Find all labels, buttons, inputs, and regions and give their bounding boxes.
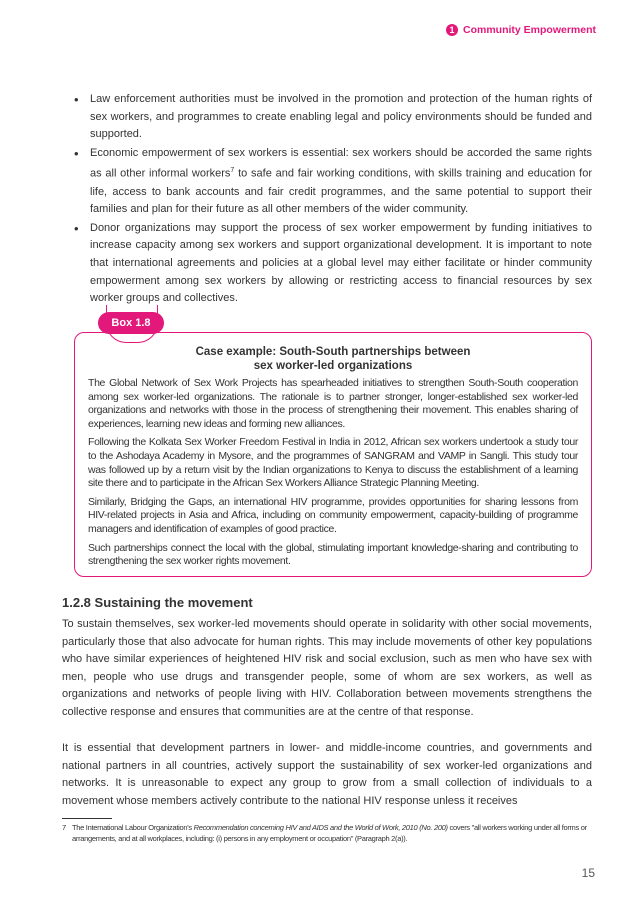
footnote — [62, 822, 592, 844]
bullet-text: Economic empowerment of sex workers is essential: sex workers should be accorded the same rights as all other informal workers — [90, 146, 592, 181]
page-number: 15 — [581, 866, 595, 880]
bullet-text-continued: to safe and fair working conditions, with skills training and education for life, access to bank accounts and fair credit programmes, and the same potential to support their families and plan for their future as all other members of the wider community. — [90, 168, 592, 216]
bullet-text: Donor organizations may support the process of sex worker empowerment by funding initiatives to increase capacity among sex workers and support organizational development. It is important to note that international agreements and policies at a global level may either facilitate or hinder community empowerment among sex workers by allowing or restricting access to financial resources by sex worker groups and collectives. — [90, 221, 592, 305]
running-header — [446, 24, 596, 36]
footnote-text: The International Labour Organization's — [72, 823, 194, 832]
box-paragraph: Similarly, Bridging the Gaps, an international HIV programme, provides opportunities for sharing lessons from HIV-related projects in Asia and Africa, including on community empowerment, capacity-building of programme managers and identification of examples of good practice. — [88, 495, 578, 535]
box-title — [88, 345, 578, 373]
bullet-list — [74, 91, 592, 309]
bullet-item — [74, 91, 592, 144]
footnote-text-line2: arrangements, and at all workplaces, including: (i) persons in any employment or occupation" (Paragraph 2(a)). — [72, 834, 408, 843]
footnote-ref[interactable]: 7 — [230, 167, 235, 175]
box-body — [88, 377, 578, 574]
footnote-number: 7 — [62, 823, 66, 832]
bullet-item — [74, 220, 592, 308]
section-heading: 1.2.8 Sustaining the movement — [62, 595, 253, 610]
bullet-text: Law enforcement authorities must be involved in the promotion and protection of the human rights of sex workers, and programmes to create enabling legal and policy environments should be funded and supported. — [90, 93, 592, 141]
body-paragraph: To sustain themselves, sex worker-led movements should operate in solidarity with other social movements, particularly those that also advocate for human rights. This may include movements of other key populations who have similar experiences of heightened HIV risk and social exclusion, such as men who have sex with men, people who use drugs and transgender people, some of whom are sex workers, as well as organizations and networks of people living with HIV. Collaboration between movements strengthens the collective response and ensures that communities are at the centre of that response. — [62, 618, 592, 718]
box-paragraph: Following the Kolkata Sex Worker Freedom Festival in India in 2012, African sex workers undertook a study tour to the Ashodaya Academy in Mysore, and the programmes of SANGRAM and VAMP in Sangli. This study tour was followed up by a return visit by the Indian organizations to Kenya to discuss the establishment of a learning site there and to participate in the African Sex Workers Alliance Strategic Planning Meeting. — [88, 436, 578, 490]
body-paragraph: It is essential that development partners in lower- and middle-income countries, and governments and national partners in all countries, actively support the sustainability of sex worker-led organizations and networks. It is unreasonable to expect any group to grow from a small collection of individuals to a movement whose members actively contribute to the national HIV response unless it receives — [62, 742, 592, 807]
footnote-citation: Recommendation concerning HIV and AIDS and the World of Work, 2010 (No. 200) — [193, 823, 448, 832]
box-paragraph: Such partnerships connect the local with the global, stimulating important knowledge-sharing and contributing to strengthening the sex worker rights movement. — [88, 541, 578, 568]
footnote-text: covers "all workers working under all forms or — [447, 823, 587, 832]
footnote-divider — [62, 818, 112, 819]
box-label: Box 1.8 — [98, 312, 164, 334]
bullet-item — [74, 145, 592, 219]
chapter-number-badge: 1 — [446, 24, 458, 36]
box-title-line: Case example: South-South partnerships between — [195, 346, 471, 358]
box-paragraph: The Global Network of Sex Work Projects has spearheaded initiatives to strengthen South-South cooperation among sex worker-led organizations. The rationale is to partner stronger, longer-established sex worker-led organizations and networks with those in the process of strengthening their movement. This enables sharing of experiences, learning new ideas and forming new alliances. — [88, 377, 578, 430]
box-title-line: sex worker-led organizations — [253, 360, 413, 372]
chapter-title: Community Empowerment — [462, 24, 596, 36]
